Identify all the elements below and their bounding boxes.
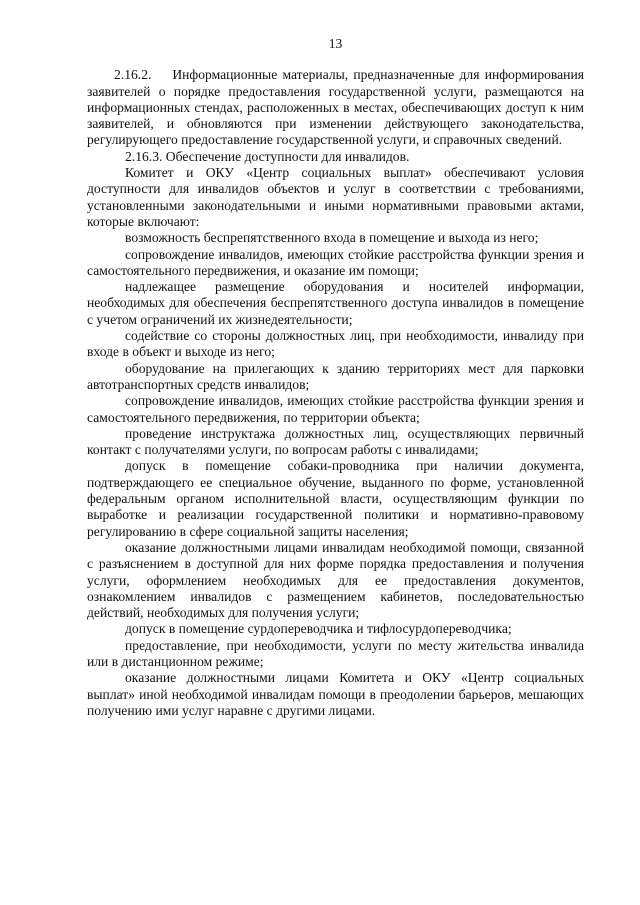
list-item: допуск в помещение собаки-проводника при наличии документа, подтверждающего ее специальное обучение, выданного по форме, установленной федеральным органом исполнительной власти, осуществляющим функции по выработке и реализации государственной политики и нормативно-правовому регулированию в сфере социальной защиты населения; xyxy=(87,458,584,539)
list-item: надлежащее размещение оборудования и носителей информации, необходимых для обеспечения беспрепятственного доступа инвалидов в помещение с учетом ограничений их жизнедеятельности; xyxy=(87,279,584,327)
accessibility-conditions-list xyxy=(87,230,584,719)
list-item: содействие со стороны должностных лиц, при необходимости, инвалиду при входе в объект и выходе из него; xyxy=(87,328,584,360)
list-item: возможность беспрепятственного входа в помещение и выхода из него; xyxy=(125,230,539,246)
paragraph-2-16-3: 2.16.3. Обеспечение доступности для инвалидов. xyxy=(125,148,410,164)
document-page xyxy=(87,36,584,719)
list-item: сопровождение инвалидов, имеющих стойкие расстройства функции зрения и самостоятельного передвижения, по территории объекта; xyxy=(87,393,584,425)
list-item: сопровождение инвалидов, имеющих стойкие расстройства функции зрения и самостоятельного передвижения, и оказание им помощи; xyxy=(87,246,584,278)
paragraph-intro: Комитет и ОКУ «Центр социальных выплат» обеспечивают условия доступности для инвалидов объектов и услуг в соответствии с требованиями, установленными законодательными и иными нормативными правовыми актами, которые включают: xyxy=(87,165,584,229)
list-item: предоставление, при необходимости, услуги по месту жительства инвалида или в дистанционном режиме; xyxy=(87,637,584,669)
list-item: оказание должностными лицами инвалидам необходимой помощи, связанной с разъяснением в доступной для них форме порядка предоставления и получения услуги, оформлением необходимых для ее предоставления документов, ознакомлением инвалидов с размещением кабинетов, последовательностью действий, необходимых для получения услуги; xyxy=(87,539,584,621)
list-item: оборудование на прилегающих к зданию территориях мест для парковки автотранспортных средств инвалидов; xyxy=(87,360,584,392)
list-item: допуск в помещение сурдопереводчика и тифлосурдопереводчика; xyxy=(125,621,512,637)
page-number: 13 xyxy=(328,36,343,51)
paragraph-2-16-2: 2.16.2. Информационные материалы, предназначенные для информирования заявителей о порядке предоставления государственной услуги, размещаются на информационных стендах, расположенных в местах, обеспечивающих доступ к ним заявителей, и обновляются при изменении действующего законодательства, регулирующего предоставление государственной услуги, и справочных сведений. xyxy=(87,67,584,148)
list-item: проведение инструктажа должностных лиц, осуществляющих первичный контакт с получателями услуги, по вопросам работы с инвалидами; xyxy=(87,425,584,458)
list-item: оказание должностными лицами Комитета и ОКУ «Центр социальных выплат» иной необходимой инвалидам помощи в преодолении барьеров, мешающих получению ими услуг наравне с другими лицами. xyxy=(87,670,584,718)
